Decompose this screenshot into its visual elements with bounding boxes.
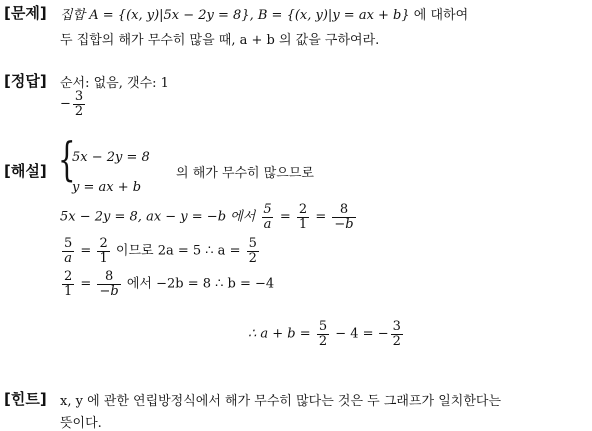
system-brace: { bbox=[58, 132, 76, 186]
numerator: 5 bbox=[263, 202, 272, 217]
fraction bbox=[247, 237, 259, 265]
answer-numerator: 3 bbox=[74, 89, 84, 104]
numerator: 2 bbox=[99, 236, 108, 251]
denominator: 1 bbox=[298, 216, 308, 232]
solution-label: [해설] bbox=[4, 162, 47, 180]
numerator: 5 bbox=[248, 236, 257, 251]
problem-line-2: 두 집합의 해가 무수히 많을 때, a + b 의 값을 구하여라. bbox=[60, 33, 380, 48]
fraction bbox=[97, 270, 120, 298]
fraction bbox=[62, 237, 74, 265]
denominator: −b bbox=[334, 216, 354, 232]
fraction bbox=[261, 203, 273, 231]
denominator: 1 bbox=[64, 283, 73, 299]
answer-label: [정답] bbox=[4, 72, 47, 90]
fraction bbox=[97, 237, 109, 265]
numerator: 5 bbox=[64, 236, 73, 251]
numerator: 2 bbox=[64, 269, 73, 284]
answer-value bbox=[60, 90, 87, 118]
problem-sets: 집합 A = {(x, y)|5x − 2y = 8}, B = {(x, y)|y = ax + b} bbox=[60, 8, 410, 23]
system-tail: 의 해가 무수히 많으므로 bbox=[176, 166, 314, 181]
solution-line-3: $\frac{5}{a}$ = $\frac{2}{1}$ 이므로 2a = 5 ∴ a = $\frac{5}{2}$ bbox=[64, 236, 257, 266]
fraction bbox=[62, 270, 74, 298]
solution-line-5-text: ∴ a + b = bbox=[248, 326, 311, 342]
hint-line-1: x, y 에 관한 연립방정식에서 해가 무수히 많다는 것은 두 그래프가 일치한다는 bbox=[60, 394, 502, 409]
denominator: a bbox=[263, 216, 272, 232]
problem-line-1-tail: 에 대하여 bbox=[413, 8, 469, 23]
fraction bbox=[391, 320, 403, 348]
numerator: 8 bbox=[339, 202, 349, 217]
solution-line-3-text: 이므로 2a = 5 ∴ a = bbox=[115, 243, 241, 259]
problem-line-1 bbox=[60, 4, 468, 23]
solution-line-2-text: 5x − 2y = 8, ax − y = −b 에서 bbox=[60, 209, 256, 225]
answer-fraction bbox=[73, 90, 85, 118]
solution-line-4: $\frac{2}{1}$ = $\frac{8}{-b}$ 에서 −2b = 8 ∴ b = −4 bbox=[64, 269, 275, 299]
answer-line-1: 순서: 없음, 갯수: 1 bbox=[60, 76, 169, 91]
fraction bbox=[317, 320, 329, 348]
fraction bbox=[297, 203, 309, 231]
system-equation-2: y = ax + b bbox=[72, 180, 142, 195]
denominator: 2 bbox=[392, 333, 401, 349]
solution-line-4-text: 에서 −2b = 8 ∴ b = −4 bbox=[126, 276, 275, 292]
solution-line-2: 5x − 2y = 8, ax − y = −b 에서 $\frac{5}{a}$ = $\frac{2}{1}$ = $\frac{8}{-b}$ bbox=[60, 202, 354, 232]
denominator: −b bbox=[99, 283, 119, 299]
problem-label: [문제] bbox=[4, 4, 47, 22]
denominator: 2 bbox=[318, 333, 328, 349]
denominator: a bbox=[64, 250, 73, 266]
system-equation-1: 5x − 2y = 8 bbox=[72, 150, 150, 165]
hint-label: [힌트] bbox=[4, 390, 47, 408]
numerator: 3 bbox=[392, 319, 401, 334]
denominator: 2 bbox=[248, 250, 257, 266]
fraction bbox=[332, 203, 355, 231]
numerator: 2 bbox=[298, 202, 308, 217]
numerator: 5 bbox=[318, 319, 328, 334]
numerator: 8 bbox=[104, 269, 114, 284]
solution-line-5-mid: − 4 = − bbox=[335, 326, 389, 342]
denominator: 1 bbox=[99, 250, 108, 266]
answer-denominator: 2 bbox=[74, 103, 84, 119]
hint-line-2: 뜻이다. bbox=[60, 416, 102, 431]
solution-line-5 bbox=[248, 320, 405, 348]
answer-sign: − bbox=[60, 96, 71, 112]
